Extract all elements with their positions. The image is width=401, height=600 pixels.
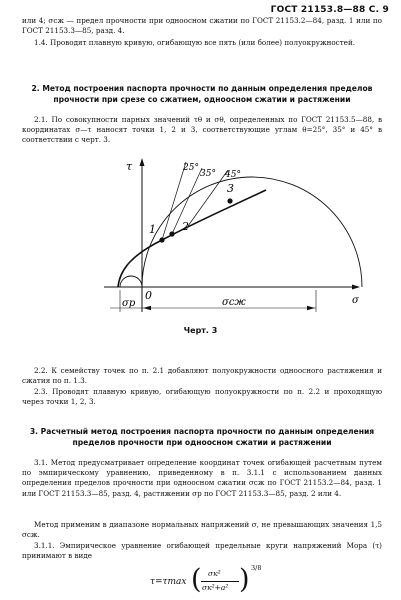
envelope-curve <box>118 190 266 287</box>
formula-exponent: 3/8 <box>251 564 262 572</box>
tau-axis-arrow <box>140 158 145 166</box>
formula <box>150 566 280 598</box>
paragraph-2-1: 2.1. По совокупности парных значений τθ и σθ, определенных по ГОСТ 21153.5—88, в координатах σ—τ наносят точки 1, 2 и 3, соответствующие углам θ=25°, 35° и 45° в соответствии с черт. 3. <box>22 115 382 145</box>
paragraph-3-1: 3.1. Метод предусматривает определение координат точек огибающей расчетным путем по эмпирическому уравнению, приведенному в п. 3.1.1 с использованием данных определения пределов прочности при одноосном сжатии σсж по ГОСТ 21153.2—84, разд. 1 или ГОСТ 21153.3—85, разд. 4, растяжении σр по ГОСТ 21153.3—85, разд. 2 или 4. <box>22 458 382 498</box>
sigma-szh-label: σсж <box>222 297 246 308</box>
section-2-title: 2. Метод построения паспорта прочности по данным определения пределов прочности при срезе со сжатием, одноосном сжатии и растяжении <box>31 84 373 104</box>
sigma-p-label: σр <box>122 298 136 309</box>
point-1 <box>159 237 164 242</box>
section-3-title: 3. Расчетный метод построения паспорта прочности по данным определения пределов прочности при одноосном сжатии и растяжении <box>29 427 375 447</box>
figure-3 <box>0 150 401 320</box>
sigma-axis-arrow <box>352 285 360 290</box>
formula-denominator: σк²+a² <box>202 583 229 592</box>
angle-25-label: 25° <box>183 163 199 173</box>
point-3 <box>227 198 232 203</box>
formula-paren-right: ) <box>239 564 250 595</box>
compression-semicircle <box>142 177 362 287</box>
origin-label: 0 <box>145 289 152 302</box>
sigma-szh-arrow-right <box>307 306 315 310</box>
point-2 <box>169 231 174 236</box>
page-header: ГОСТ 21153.8—88 С. 9 <box>270 5 389 15</box>
angle-35-label: 35° <box>200 169 216 179</box>
paragraph-3-1-note: Метод применим в диапазоне нормальных напряжений σ, не превышающих значения 1,5 σсж. <box>22 520 382 540</box>
figure-caption: Черт. 3 <box>183 326 218 335</box>
paragraph-2-3: 2.3. Проводят плавную кривую, огибающую полуокружности по п. 2.2 и проходящую через точки 1, 2, 3. <box>22 387 382 407</box>
sigma-szh-arrow-left <box>143 306 151 310</box>
formula-fraction-bar <box>201 581 239 582</box>
tau-label: τ <box>126 160 133 173</box>
tension-semicircle <box>120 276 142 287</box>
paragraph-top-2: 1.4. Проводят плавную кривую, огибающую все пять (или более) полуокружностей. <box>34 38 356 47</box>
sigma-label: σ <box>352 295 359 306</box>
point-3-label: 3 <box>227 182 234 195</box>
paragraph-top-1: или 4; σсж — предел прочности при одноосном сжатии по ГОСТ 21153.2—84, разд. 1 или по ГОСТ 21153.3—85, разд. 4. <box>22 16 382 36</box>
formula-paren-left: ( <box>191 564 202 595</box>
paragraph-3-1-1: 3.1.1. Эмпирическое уравнение огибающей предельные круги напряжений Мора (τ) принимают в виде <box>22 541 382 561</box>
paragraph-2-2: 2.2. К семейству точек по п. 2.1 добавляют полуокружности одноосного растяжения и сжатия по п. 1.3. <box>22 366 382 386</box>
point-2-label: 2 <box>182 220 189 233</box>
angle-45-label: 45° <box>225 170 241 180</box>
formula-numerator: σк² <box>208 569 221 578</box>
point-1-label: 1 <box>149 223 156 236</box>
formula-lhs: τ=τmax <box>150 577 187 587</box>
